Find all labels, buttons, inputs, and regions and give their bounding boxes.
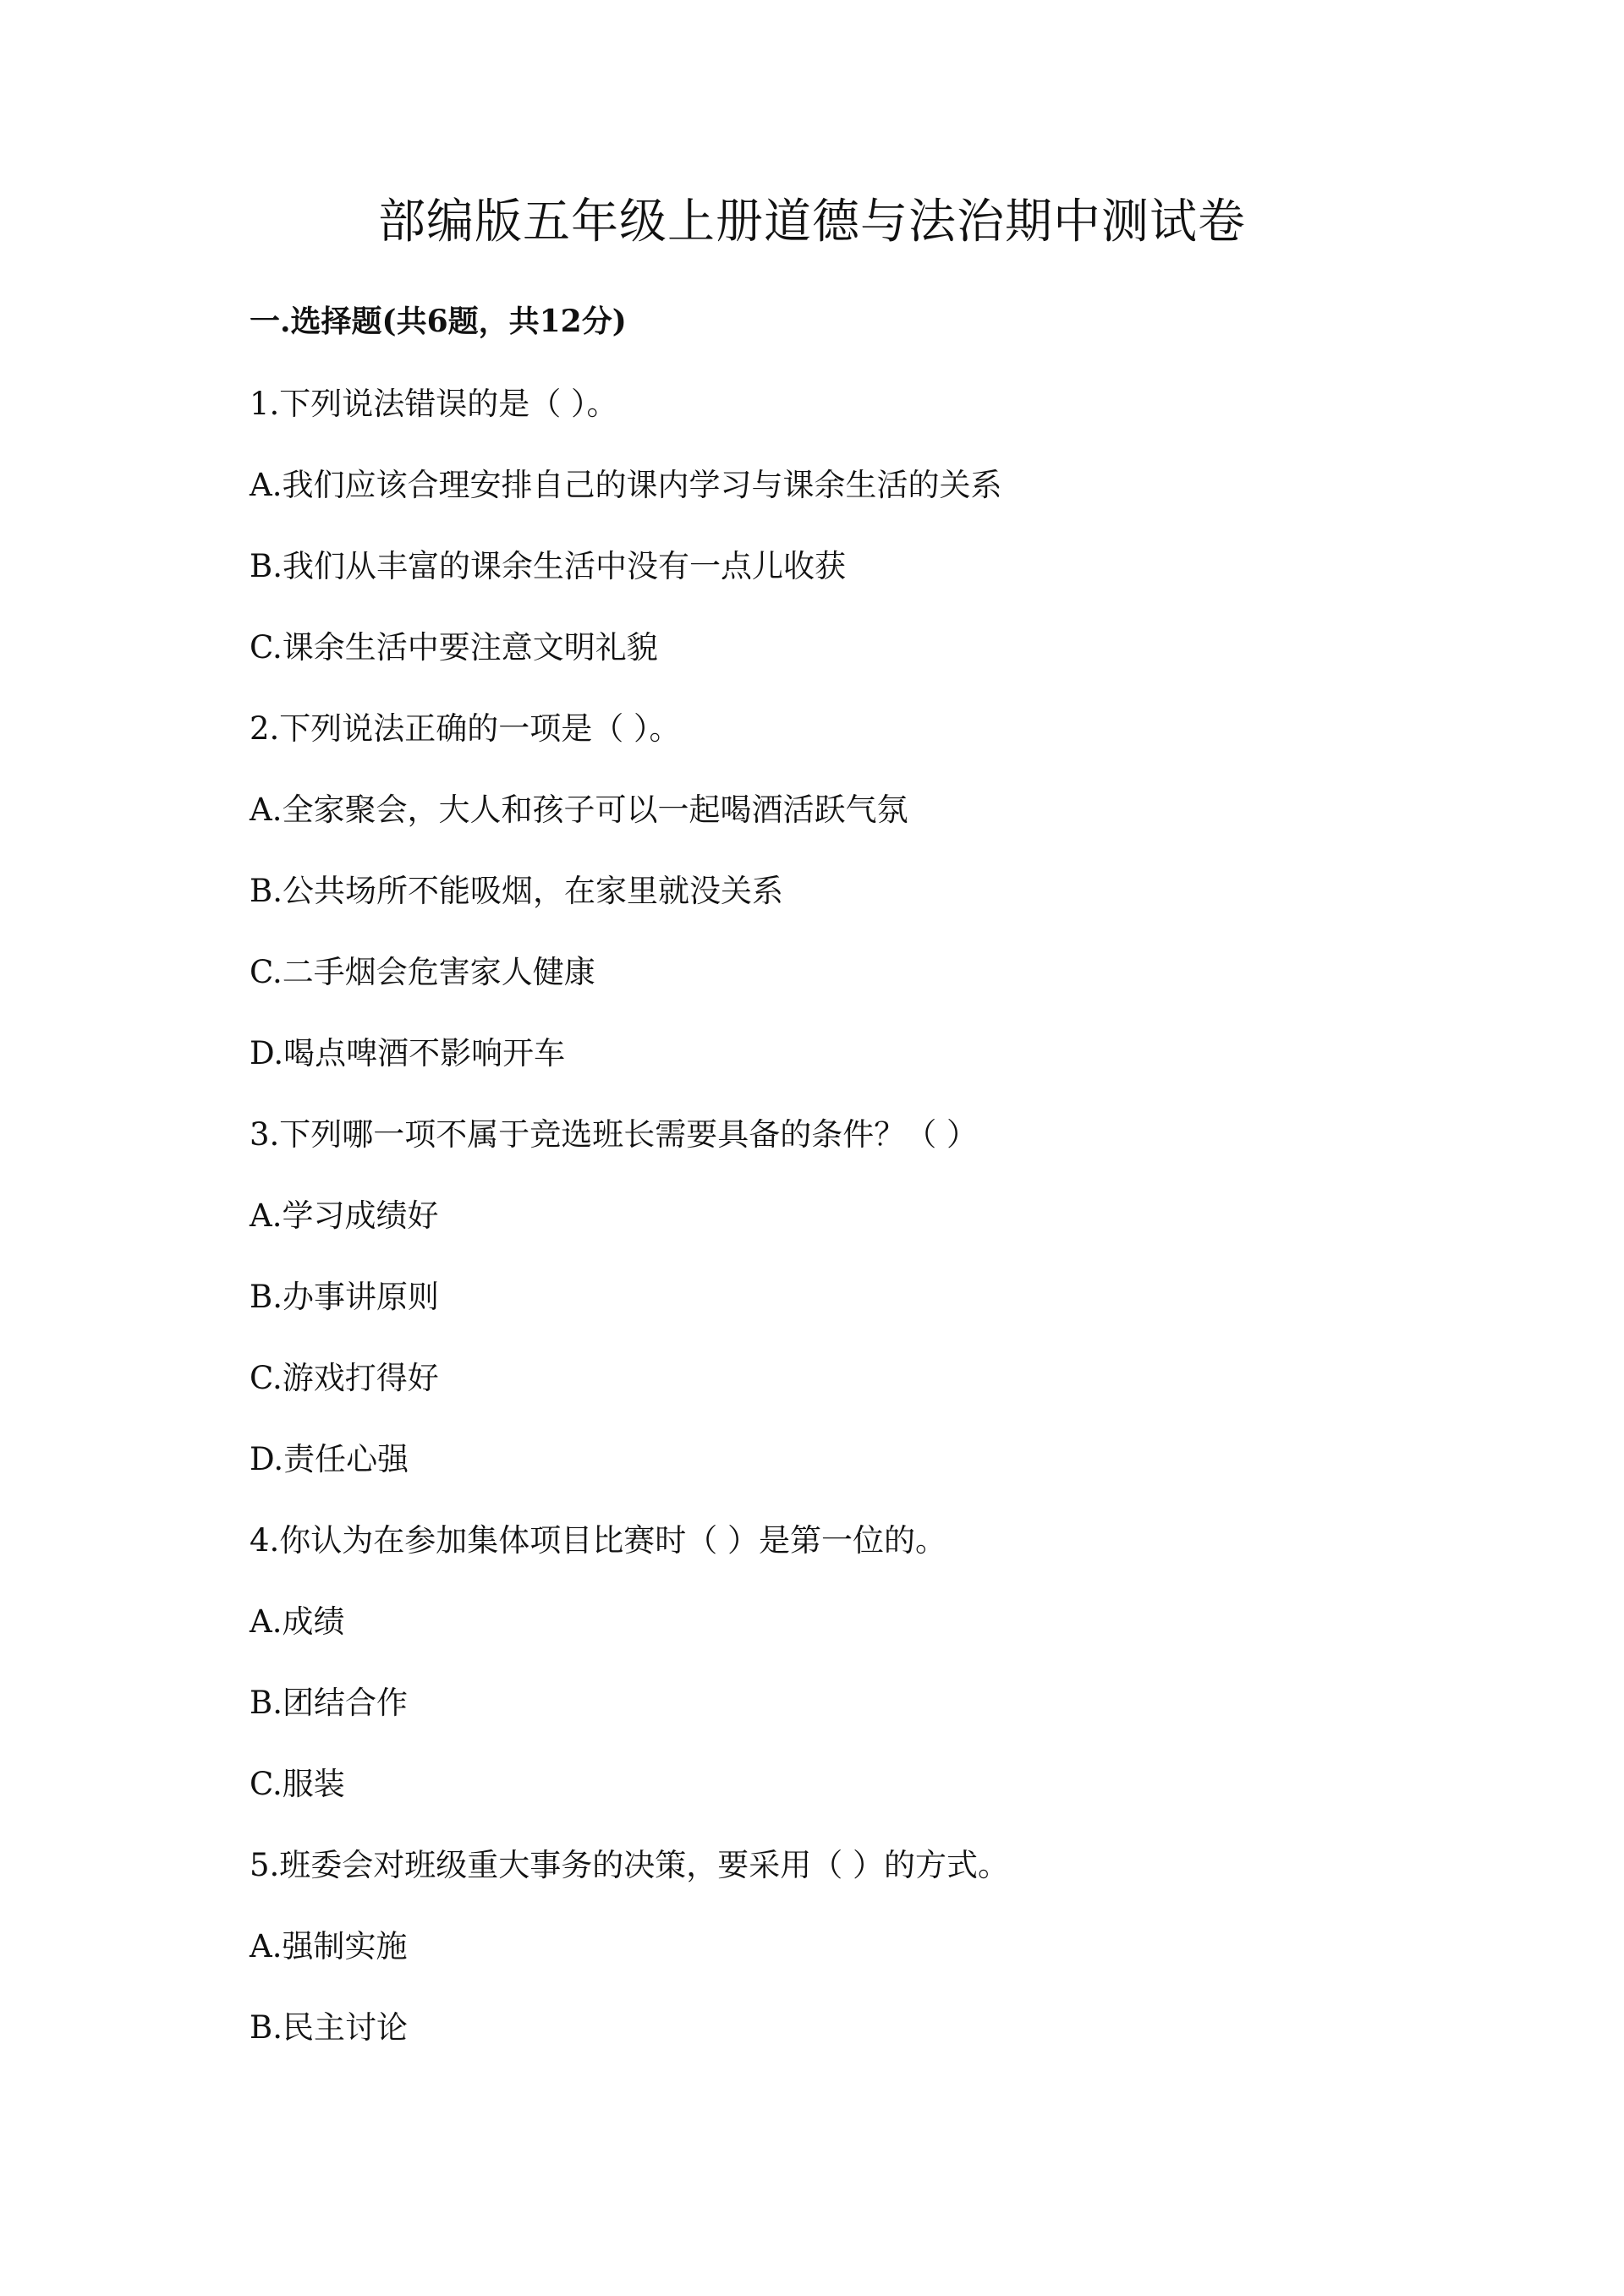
question-2-stem: 2.下列说法正确的一项是（ ）。: [250, 710, 681, 747]
question-2-option-b: B.公共场所不能吸烟，在家里就没关系: [250, 873, 783, 909]
section-heading-multiple-choice: 一.选择题(共6题，共12分): [250, 304, 627, 339]
question-3-option-c: C.游戏打得好: [250, 1360, 439, 1396]
question-4-option-a: A.成绩: [250, 1603, 345, 1640]
exam-title: 部编版五年级上册道德与法治期中测试卷: [378, 195, 1246, 249]
question-4-option-c: C.服装: [250, 1766, 345, 1802]
question-5-option-a: A.强制实施: [250, 1928, 408, 1964]
question-1-stem: 1.下列说法错误的是（ ）。: [250, 386, 618, 422]
question-3-stem: 3.下列哪一项不属于竞选班长需要具备的条件？（ ）: [250, 1116, 979, 1153]
question-2-option-c: C.二手烟会危害家人健康: [250, 954, 595, 990]
question-2-option-a: A.全家聚会，大人和孩子可以一起喝酒活跃气氛: [250, 792, 908, 828]
question-2-option-d: D.喝点啤酒不影响开车: [250, 1035, 566, 1071]
question-1-option-a: A.我们应该合理安排自己的课内学习与课余生活的关系: [250, 467, 1002, 503]
question-5-option-b: B.民主讨论: [250, 2009, 408, 2046]
question-3-option-d: D.责任心强: [250, 1441, 409, 1477]
question-3-option-a: A.学习成绩好: [250, 1197, 439, 1234]
question-3-option-b: B.办事讲原则: [250, 1279, 439, 1315]
question-5-stem: 5.班委会对班级重大事务的决策，要采用（ ）的方式。: [250, 1847, 1010, 1883]
question-1-option-c: C.课余生活中要注意文明礼貌: [250, 629, 658, 666]
question-4-option-b: B.团结合作: [250, 1685, 408, 1721]
question-1-option-b: B.我们从丰富的课余生活中没有一点儿收获: [250, 548, 846, 584]
question-4-stem: 4.你认为在参加集体项目比赛时（ ）是第一位的。: [250, 1522, 947, 1559]
